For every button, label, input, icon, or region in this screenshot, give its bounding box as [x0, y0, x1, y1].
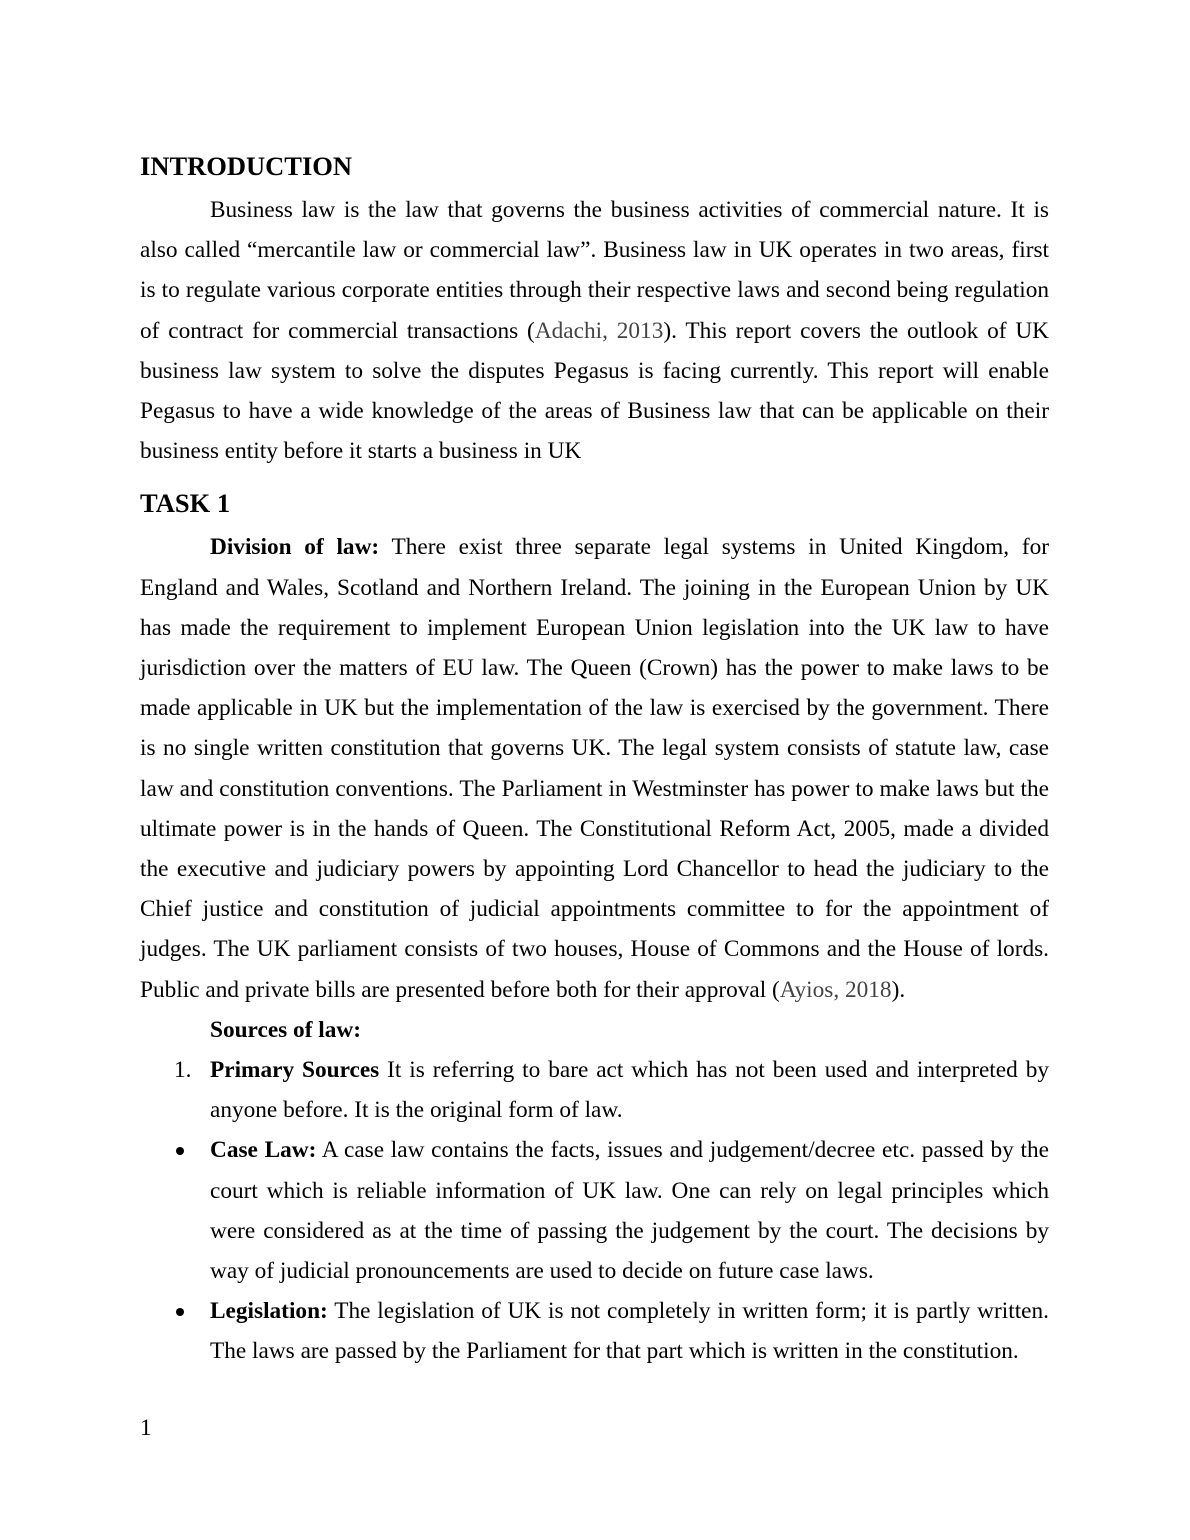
item-label: Primary Sources — [210, 1057, 380, 1084]
page-number: 1 — [140, 1415, 152, 1441]
list-number: 1. — [174, 1057, 192, 1084]
item-label: Case Law: — [210, 1137, 317, 1164]
list-item — [140, 1050, 1049, 1130]
item-text: The legislation of UK is not completely in written form; it is partly written. The laws are passed by the Parliament for that part which is written in the constitution. — [210, 1298, 1049, 1365]
intro-heading: INTRODUCTION — [140, 151, 353, 181]
item-text: A case law contains the facts, issues and judgement/decree etc. passed by the court which is reliable information of UK law. One can rely on legal principles which were considered as at the time of passing the judgement by the court. The decisions by way of judicial pronouncements are used to decide on future case laws. — [210, 1137, 1049, 1285]
intro-text-cont: ). This report covers the outlook of UK business law system to solve the disputes Pegasus is facing currently. This report will enable Pegasus to have a wide knowledge of the areas of Business law that can be applicable on their business entity before it starts a business in UK — [140, 317, 1049, 465]
division-text: There exist three separate legal systems in United Kingdom, for England and Wales, Scotland and Northern Ireland. The joining in the European Union by UK has made the requirement to implement European Union legislation into the UK law to have jurisdiction over the matters of EU law. The Queen (Crown) has the power to make laws to be made applicable in UK but the implementation of the law is exercised by the government. There is no single written constitution that governs UK. The legal system consists of statute law, case law and constitution conventions. The Parliament in Westminster has power to make laws but the ultimate power is in the hands of Queen. The Constitutional Reform Act, 2005, made a divided the executive and judiciary powers by appointing Lord Chancellor to head the judiciary to the Chief justice and constitution of judicial appointments committee to for the appointment of judges. The UK parliament consists of two houses, House of Commons and the House of lords. Public and private bills are presented before both for their approval ( — [140, 534, 1049, 1003]
task1-heading: TASK 1 — [140, 488, 231, 519]
document-page — [140, 146, 1049, 1372]
list-item — [140, 1130, 1049, 1291]
citation: Ayios, 2018 — [779, 976, 892, 1003]
sources-heading — [140, 1010, 1049, 1050]
bullet-icon — [176, 1308, 184, 1316]
intro-text: Business law is the law that governs the business activities of commercial nature. It is also called “mercantile law or commercial law”. Business law in UK operates in two areas, first is to regulate various corporate entities through their respective laws and second being regulation of contract for commercial transactions ( — [140, 197, 1049, 344]
sources-heading-text: Sources of law: — [210, 1016, 361, 1043]
bullet-icon — [176, 1147, 184, 1155]
division-text-end: ). — [891, 976, 906, 1003]
list-item — [140, 1291, 1049, 1371]
citation: Adachi, 2013 — [534, 317, 664, 344]
intro-paragraph — [140, 190, 1049, 471]
division-label: Division of law: — [210, 534, 380, 561]
division-paragraph — [140, 527, 1049, 1009]
item-text: It is referring to bare act which has not been used and interpreted by anyone before. It is the original form of law. — [210, 1057, 1049, 1124]
item-label: Legislation: — [210, 1298, 328, 1325]
